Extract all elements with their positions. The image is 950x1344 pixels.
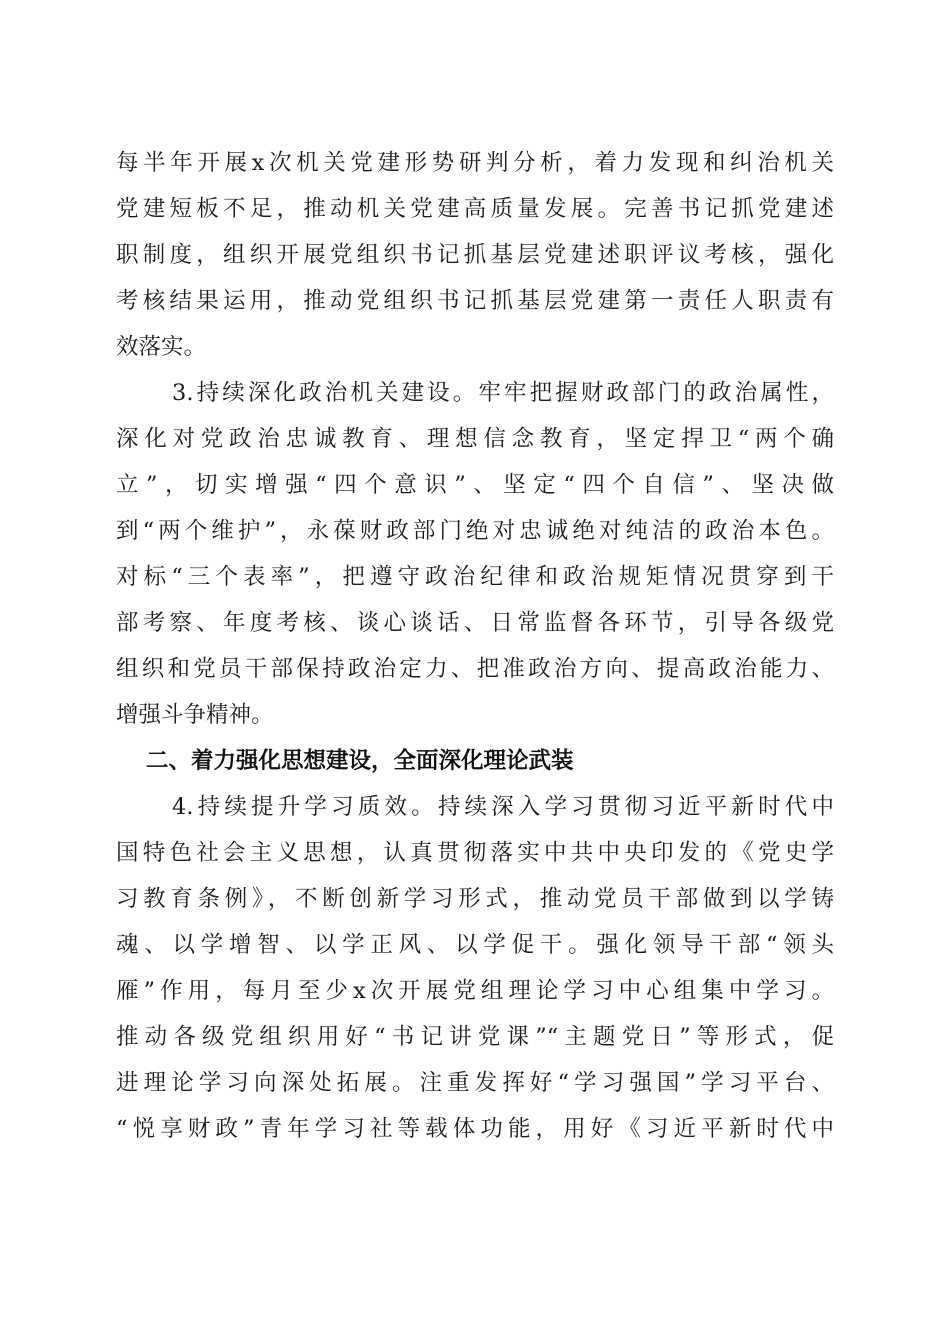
paragraph-line: 效落实。 <box>116 334 207 360</box>
paragraph-line: 4.持续提升学习质效。持续深入学习贯彻习近平新时代中 <box>172 794 834 820</box>
paragraph-line: 部考察、年度考核、谈心谈话、日常监督各环节，引导各级党 <box>116 610 834 636</box>
section-heading: 二、着力强化思想建设，全面深化理论武装 <box>146 748 574 774</box>
paragraph-line: 魂、以学增智、以学正风、以学促干。强化领导干部“领头 <box>116 932 834 958</box>
paragraph-line: 3.持续深化政治机关建设。牢牢把握财政部门的政治属性， <box>172 380 834 406</box>
paragraph-line: 对标“三个表率”，把遵守政治纪律和政治规矩情况贯穿到干 <box>116 564 834 590</box>
document-body <box>116 140 834 1152</box>
paragraph-line: 雁”作用，每月至少x次开展党组理论学习中心组集中学习。 <box>116 978 834 1004</box>
paragraph-line: 深化对党政治忠诚教育、理想信念教育，坚定捍卫“两个确 <box>116 426 834 452</box>
paragraph-line: “悦享财政”青年学习社等载体功能，用好《习近平新时代中 <box>116 1116 834 1142</box>
paragraph-line: 组织和党员干部保持政治定力、把准政治方向、提高政治能力、 <box>116 656 834 682</box>
paragraph-line: 到“两个维护”，永葆财政部门绝对忠诚绝对纯洁的政治本色。 <box>116 518 834 544</box>
paragraph-line: 增强斗争精神。 <box>116 702 274 728</box>
paragraph-line: 考核结果运用，推动党组织书记抓基层党建第一责任人职责有 <box>116 288 834 314</box>
paragraph-line: 国特色社会主义思想，认真贯彻落实中共中央印发的《党史学 <box>116 840 834 866</box>
paragraph-line: 职制度，组织开展党组织书记抓基层党建述职评议考核，强化 <box>116 242 834 268</box>
paragraph-line: 每半年开展x次机关党建形势研判分析，着力发现和纠治机关 <box>116 150 834 176</box>
paragraph-line: 立”，切实增强“四个意识”、坚定“四个自信”、坚决做 <box>116 472 834 498</box>
paragraph-line: 党建短板不足，推动机关党建高质量发展。完善书记抓党建述 <box>116 196 834 222</box>
paragraph-line: 推动各级党组织用好“书记讲党课”“主题党日”等形式，促 <box>116 1024 834 1050</box>
paragraph-line: 习教育条例》，不断创新学习形式，推动党员干部做到以学铸 <box>116 886 834 912</box>
paragraph-line: 进理论学习向深处拓展。注重发挥好“学习强国”学习平台、 <box>116 1070 834 1096</box>
